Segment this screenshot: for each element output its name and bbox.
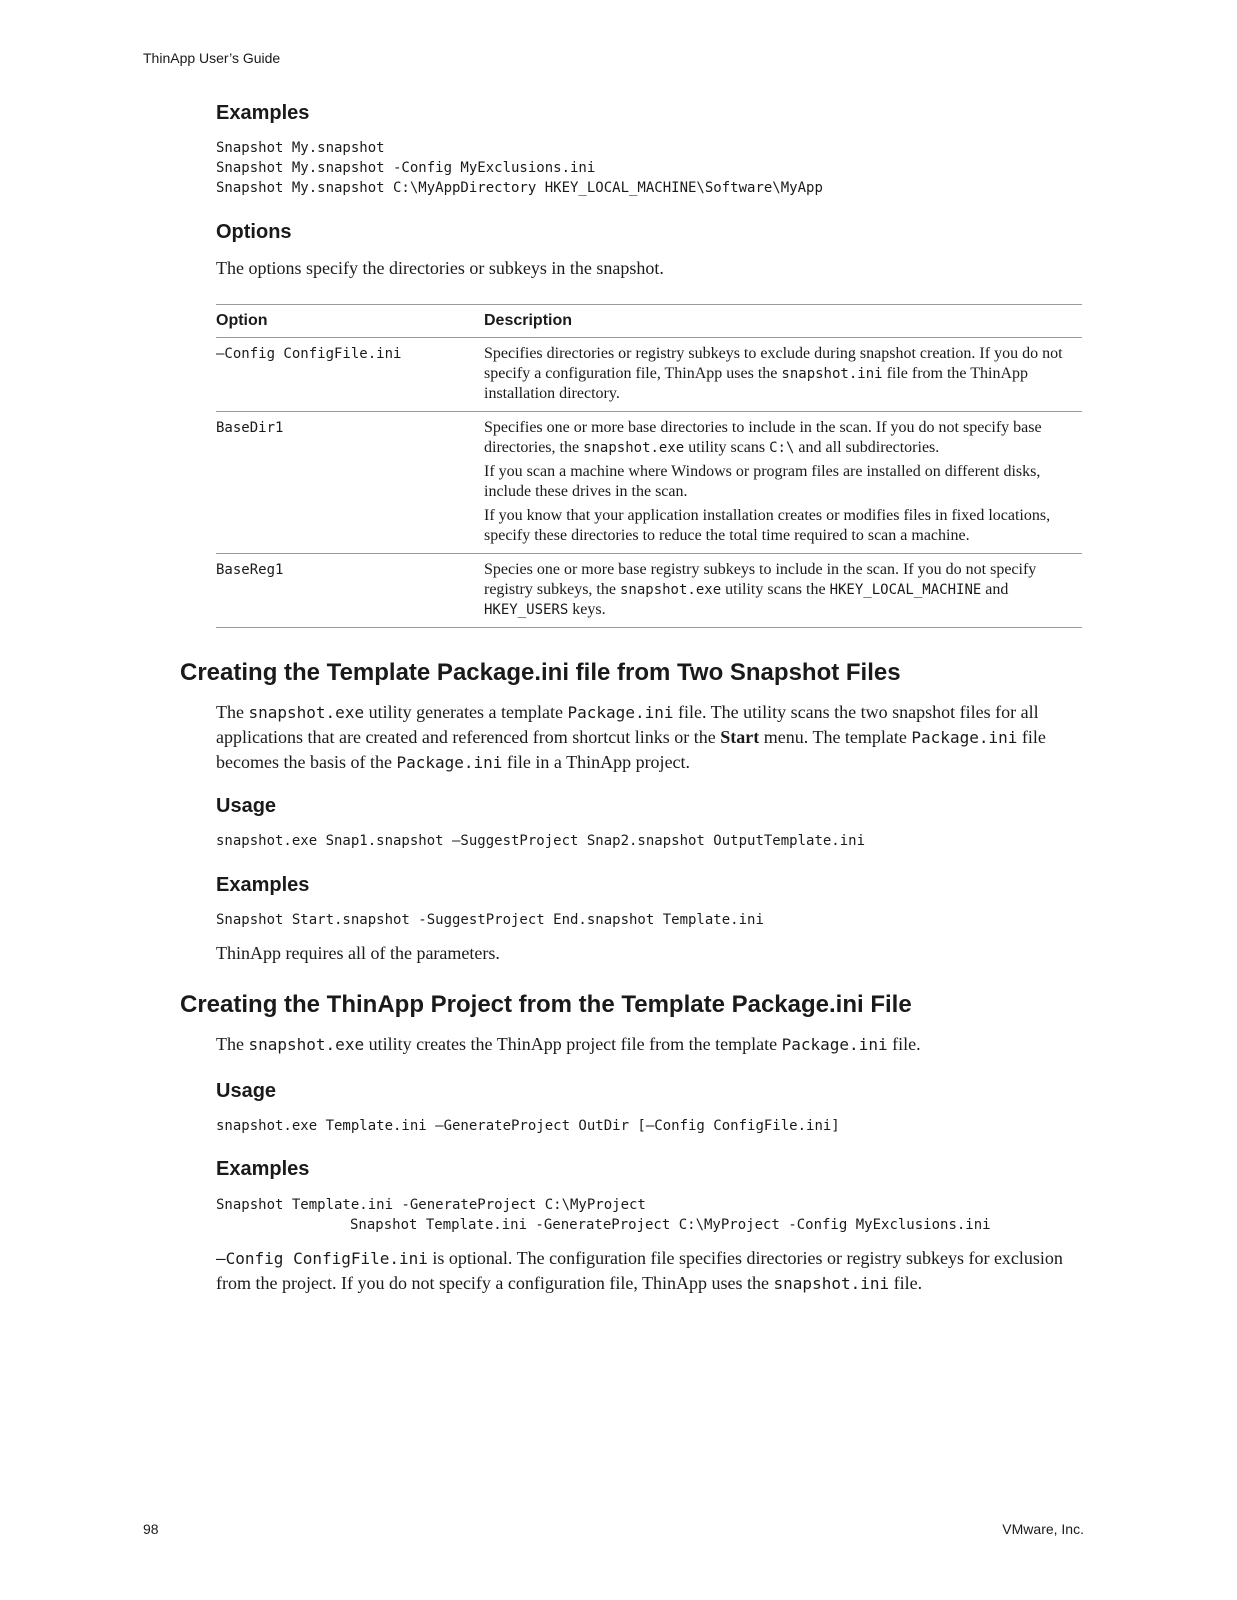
inline-code: C:\ <box>769 440 795 456</box>
section-paragraph <box>216 1032 1086 1057</box>
option-description <box>484 554 1082 628</box>
text: utility scans the <box>721 581 830 598</box>
option-name: BaseReg1 <box>216 562 284 578</box>
usage-heading: Usage <box>216 795 277 817</box>
text: The <box>216 1034 249 1054</box>
text: utility generates a template <box>364 702 568 722</box>
text: file becomes the basis of the <box>216 727 1046 772</box>
table-row <box>216 412 1082 554</box>
bold-text: Start <box>720 727 760 747</box>
inline-code: snapshot.exe <box>248 703 365 722</box>
text: keys. <box>568 601 606 618</box>
inline-code: snapshot.ini <box>781 366 883 382</box>
inline-code: HKEY_USERS <box>484 602 569 618</box>
inline-code: Package.ini <box>396 753 503 772</box>
note-paragraph: ThinApp requires all of the parameters. <box>216 943 500 963</box>
options-intro: The options specify the directories or subkeys in the snapshot. <box>216 258 664 278</box>
section-title: Creating the ThinApp Project from the Template Package.ini File <box>180 991 912 1018</box>
code-line: Snapshot My.snapshot C:\MyAppDirectory HKEY_LOCAL_MACHINE\Software\MyApp <box>216 180 823 196</box>
description-paragraph: If you scan a machine where Windows or program files are installed on different disks, include these drives in the scan. <box>484 463 1041 500</box>
column-header-description: Description <box>484 312 573 329</box>
inline-code: Package.ini <box>781 1035 888 1054</box>
examples-code-block <box>216 138 823 198</box>
inline-code: –Config ConfigFile.ini <box>216 1249 428 1268</box>
option-description <box>484 338 1082 412</box>
text: Specifies one or more base directories to include in the scan. If you do not specify base directories, the <box>484 419 1042 456</box>
examples-heading: Examples <box>216 1158 310 1180</box>
text: utility creates the ThinApp project file from the template <box>364 1034 782 1054</box>
text: file in a ThinApp project. <box>502 752 691 772</box>
options-heading: Options <box>216 221 292 243</box>
footer-company: VMware, Inc. <box>1002 1521 1084 1537</box>
section-paragraph <box>216 1246 1086 1296</box>
inline-code: snapshot.exe <box>619 582 722 598</box>
example-code: Snapshot Start.snapshot -SuggestProject End.snapshot Template.ini <box>216 912 764 928</box>
inline-code: Package.ini <box>567 703 674 722</box>
inline-code: snapshot.exe <box>583 440 685 456</box>
table-row <box>216 338 1082 412</box>
text: Specifies directories or registry subkeys to exclude during snapshot creation. If you do not specify a configuration file, ThinApp uses the <box>484 345 1063 382</box>
text: The <box>216 702 249 722</box>
options-table <box>216 304 1082 628</box>
page-number: 98 <box>143 1521 159 1537</box>
text: and <box>981 581 1009 598</box>
inline-code: snapshot.exe <box>248 1035 365 1054</box>
section-paragraph <box>216 700 1086 775</box>
option-name: –Config ConfigFile.ini <box>216 346 402 362</box>
description-paragraph: If you know that your application installation creates or modifies files in fixed locations, specify these directories to reduce the total time required to scan a machine. <box>484 507 1051 544</box>
section-title: Creating the Template Package.ini file from Two Snapshot Files <box>180 659 901 686</box>
inline-code: snapshot.ini <box>773 1274 890 1293</box>
code-line: Snapshot My.snapshot -Config MyExclusions.ini <box>216 160 596 176</box>
usage-code: snapshot.exe Snap1.snapshot –SuggestProject Snap2.snapshot OutputTemplate.ini <box>216 833 866 849</box>
text: file. <box>887 1034 921 1054</box>
text: Species one or more base registry subkeys to include in the scan. If you do not specify registry subkeys, the <box>484 561 1037 598</box>
text: menu. The template <box>759 727 912 747</box>
examples-heading: Examples <box>216 102 310 124</box>
text: file from the ThinApp installation directory. <box>484 365 1029 402</box>
option-description <box>484 412 1082 554</box>
example-code: Snapshot Template.ini -GenerateProject C:\MyProject <box>216 1197 646 1213</box>
code-line: Snapshot My.snapshot <box>216 140 385 156</box>
table-header-row <box>216 305 1082 338</box>
text: is optional. The configuration file specifies directories or registry subkeys for exclusion from the project. If you do not specify a configuration file, ThinApp uses the <box>216 1248 1063 1293</box>
column-header-option: Option <box>216 312 268 329</box>
inline-code: Package.ini <box>911 728 1018 747</box>
text: file. <box>889 1273 923 1293</box>
option-name: BaseDir1 <box>216 420 284 436</box>
text: utility scans <box>684 439 770 456</box>
example-code: Snapshot Template.ini -GenerateProject C:\MyProject -Config MyExclusions.ini <box>350 1217 991 1233</box>
running-header: ThinApp User’s Guide <box>143 50 281 66</box>
usage-code: snapshot.exe Template.ini –GenerateProject OutDir [–Config ConfigFile.ini] <box>216 1118 840 1134</box>
table-row <box>216 554 1082 628</box>
examples-heading: Examples <box>216 874 310 896</box>
usage-heading: Usage <box>216 1080 277 1102</box>
text: and all subdirectories. <box>794 439 940 456</box>
inline-code: HKEY_LOCAL_MACHINE <box>829 582 982 598</box>
text: file. The utility scans the two snapshot files for all applications that are created and referenced from shortcut links or the <box>216 702 1039 747</box>
